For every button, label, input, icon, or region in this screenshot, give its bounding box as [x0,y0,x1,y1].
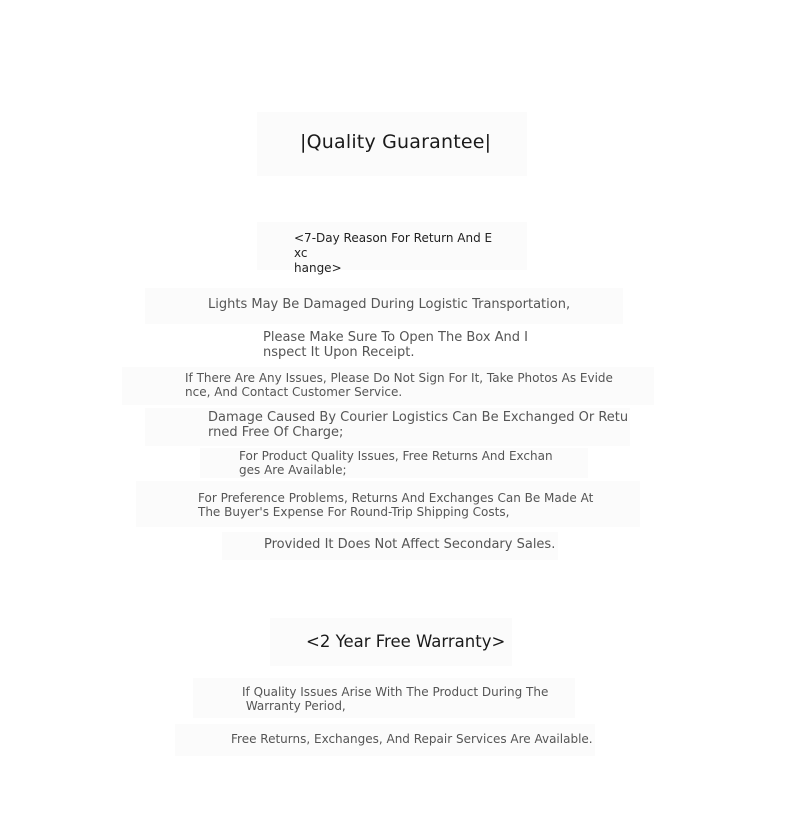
guarantee-line-6: For Preference Problems, Returns And Exchanges Can Be Made At The Buyer's Expense For Round-Trip Shipping Costs, [198,491,594,519]
guarantee-line-4: Damage Caused By Courier Logistics Can Be Exchanged Or Retu rned Free Of Charge; [208,410,629,440]
warranty-title: <2 Year Free Warranty> [306,632,506,651]
return-heading: <7-Day Reason For Return And Exc hange> [294,231,493,275]
warranty-line-1: If Quality Issues Arise With The Product During The Warranty Period, [242,685,549,713]
guarantee-line-2: Please Make Sure To Open The Box And I nspect It Upon Receipt. [263,330,529,360]
warranty-line-2: Free Returns, Exchanges, And Repair Services Are Available. [231,732,593,746]
guarantee-line-5: For Product Quality Issues, Free Returns And Exchan ges Are Available; [239,449,553,477]
guarantee-line-1: Lights May Be Damaged During Logistic Transportation, [208,297,571,312]
guarantee-line-3: If There Are Any Issues, Please Do Not Sign For It, Take Photos As Evide nce, And Contact Customer Service. [185,371,613,399]
guarantee-line-7: Provided It Does Not Affect Secondary Sales. [264,537,556,552]
page-title: |Quality Guarantee| [300,131,492,153]
